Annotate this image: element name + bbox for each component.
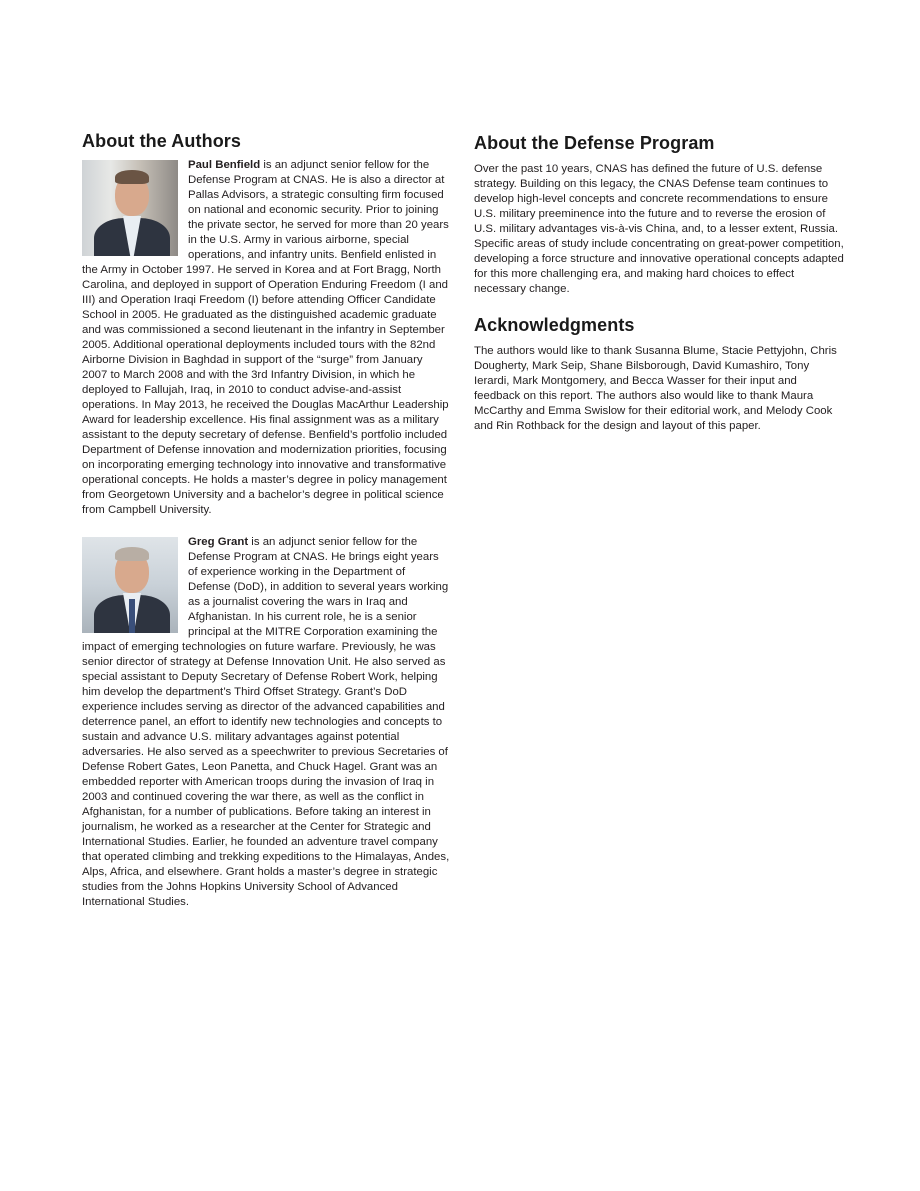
author-bio-text: is an adjunct senior fellow for the Defense Program at CNAS. He is also a director at Pallas Advisors, a strategic consulting firm focused on national and economic security. Prior to joining the private sector, he served for more than 20 years in the U.S. Army in various airborne, special operations, and infantry units. Benfield enlisted in the Army in October 1997. He served in Korea and at Fort Bragg, North Carolina, and deployed in support of Operation Enduring Freedom (I and III) and Operation Iraqi Freedom (I) before attending Officer Candidate School in 2005. He graduated as the distinguished academic graduate and was commissioned a second lieutenant in the infantry in September 2005. Additional operational deployments included tours with the 82nd Airborne Division in Baghdad in support of the “surge” from January 2007 to March 2008 and with the 3rd Infantry Division, in which he deployed to Fallujah, Iraq, in 2010 to conduct advise-and-assist operations. In May 2013, he received the Douglas MacArthur Leadership Award for leadership excellence. His final assignment was as a military assistant to the deputy secretary of defense. Benfield’s portfolio included Department of Defense innovation and modernization priorities, focusing on incorporating emerging technology into innovative and transformative operational concepts. He holds a master’s degree in policy management from Georgetown University and a bachelor’s degree in political science from Campbell University. <box>82 159 449 516</box>
author-name: Greg Grant <box>188 536 249 548</box>
defense-program-text: Over the past 10 years, CNAS has defined the future of U.S. defense strategy. Building on this legacy, the CNAS Defense team continues to develop high-level concepts and concrete recommendations to ensure U.S. military preeminence into the future and to reverse the erosion of U.S. military advantages vis-à-vis China, and, to a lesser extent, Russia. Specific areas of study include concentrating on great-power competition, developing a force structure and innovative operational concepts adapted for this more challenging era, and making hard choices to effect necessary change. <box>474 163 844 295</box>
author-bio-text: is an adjunct senior fellow for the Defense Program at CNAS. He brings eight years of experience working in the Department of Defense (DoD), in addition to several years working as a journalist covering the wars in Iraq and Afghanistan. In his current role, he is a senior principal at the MITRE Corporation examining the impact of emerging technologies on future warfare. Previously, he was senior director of strategy at Defense Innovation Unit. He also served as special assistant to Deputy Secretary of Defense Robert Work, helping him develop the department’s Third Offset Strategy. Grant’s DoD experience includes serving as director of the advanced capabilities and deterrence panel, an effort to identify new technologies and concepts to sustain and advance U.S. military advantages against potential adversaries. He also served as a speechwriter to previous Secretaries of Defense Robert Gates, Leon Panetta, and Chuck Hagel. Grant was an embedded reporter with American troops during the invasion of Iraq in 2003 and continued covering the war there, as well as the conflict in Afghanistan, for a number of publications. Before taking an interest in journalism, he worked as a researcher at the Center for Strategic and International Studies. Earlier, he founded an adventure travel company that operated climbing and trekking expeditions to the Himalayas, Andes, Alps, Africa, and elsewhere. Grant holds a master’s degree in strategic studies from the Johns Hopkins University School of Advanced International Studies. <box>82 536 450 908</box>
program-column <box>474 133 844 452</box>
acknowledgments-text: The authors would like to thank Susanna Blume, Stacie Pettyjohn, Chris Dougherty, Mark Seip, Shane Bilsborough, David Kumashiro, Tony Ierardi, Mark Montgomery, and Becca Wasser for their input and feedback on this report. The authors also would like to thank Maura McCarthy and Emma Swislow for their editorial work, and Melody Cook and Rin Rothback for the design and layout of this paper. <box>474 345 837 432</box>
author-photo-benfield <box>82 160 178 256</box>
authors-heading: About the Authors <box>82 131 242 151</box>
author-entry-benfield <box>82 158 450 518</box>
author-entry-grant <box>82 535 450 910</box>
defense-program-heading: About the Defense Program <box>474 133 715 153</box>
author-photo-grant <box>82 537 178 633</box>
authors-column <box>82 131 450 910</box>
acknowledgments-heading: Acknowledgments <box>474 315 635 335</box>
author-name: Paul Benfield <box>188 159 261 171</box>
